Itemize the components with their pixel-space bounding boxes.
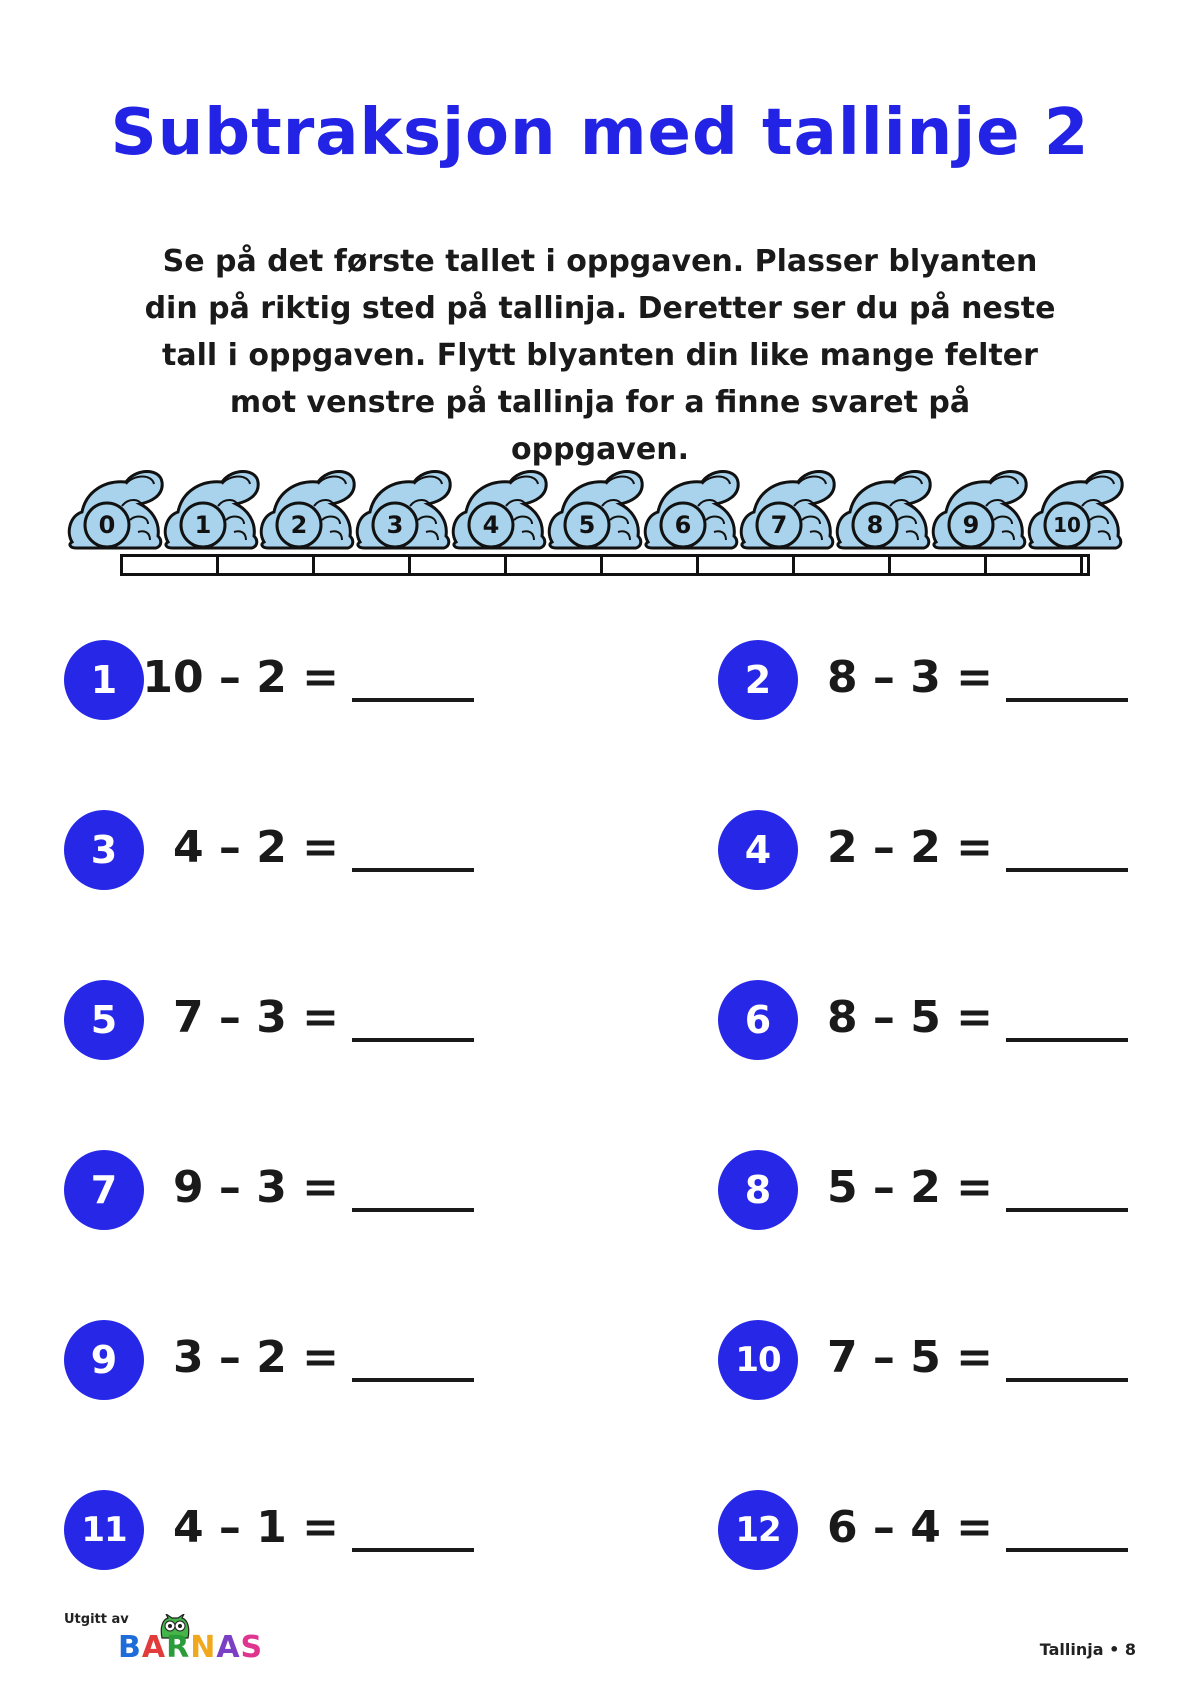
task-item bbox=[718, 980, 1200, 1060]
number-line-label: 5 bbox=[578, 511, 596, 539]
task-equation: 8 – 5 = bbox=[826, 992, 993, 1043]
task-item bbox=[64, 1320, 564, 1400]
number-line-label: 6 bbox=[674, 511, 692, 539]
bunny-icon bbox=[640, 462, 742, 558]
task-item bbox=[718, 810, 1200, 890]
answer-blank[interactable] bbox=[352, 868, 474, 872]
number-line-label: 9 bbox=[962, 511, 980, 539]
task-equation: 4 – 1 = bbox=[172, 1502, 339, 1553]
answer-blank[interactable] bbox=[352, 1378, 474, 1382]
number-line-tick bbox=[696, 554, 699, 576]
task-equation: 7 – 3 = bbox=[172, 992, 339, 1043]
answer-blank[interactable] bbox=[352, 1208, 474, 1212]
task-equation: 9 – 3 = bbox=[172, 1162, 339, 1213]
task-equation: 7 – 5 = bbox=[826, 1332, 993, 1383]
task-number-badge: 1 bbox=[64, 640, 144, 720]
page-footer: Tallinja • 8 bbox=[1039, 1640, 1136, 1659]
answer-blank[interactable] bbox=[1006, 1208, 1128, 1212]
number-line-tick bbox=[792, 554, 795, 576]
bunny-icon bbox=[352, 462, 454, 558]
task-equation: 6 – 4 = bbox=[826, 1502, 993, 1553]
task-number-badge: 4 bbox=[718, 810, 798, 890]
logo-wordmark: BARNAS bbox=[118, 1630, 264, 1665]
task-number-badge: 9 bbox=[64, 1320, 144, 1400]
number-line-label: 3 bbox=[386, 511, 404, 539]
task-number-badge: 10 bbox=[718, 1320, 798, 1400]
number-line-tick bbox=[408, 554, 411, 576]
task-equation: 5 – 2 = bbox=[826, 1162, 993, 1213]
task-item bbox=[64, 980, 564, 1060]
bunny-icon bbox=[544, 462, 646, 558]
number-line-label: 4 bbox=[482, 511, 500, 539]
task-number-badge: 3 bbox=[64, 810, 144, 890]
task-number-badge: 5 bbox=[64, 980, 144, 1060]
answer-blank[interactable] bbox=[1006, 698, 1128, 702]
bunny-icon bbox=[832, 462, 934, 558]
number-line-label: 2 bbox=[290, 511, 308, 539]
number-line-tick bbox=[600, 554, 603, 576]
task-item bbox=[718, 640, 1200, 720]
number-line-tick bbox=[984, 554, 987, 576]
answer-blank[interactable] bbox=[352, 698, 474, 702]
task-equation: 3 – 2 = bbox=[172, 1332, 339, 1383]
answer-blank[interactable] bbox=[1006, 1548, 1128, 1552]
task-item bbox=[718, 1320, 1200, 1400]
task-equation: 10 – 2 = bbox=[142, 652, 339, 703]
task-number-badge: 12 bbox=[718, 1490, 798, 1570]
task-item bbox=[718, 1150, 1200, 1230]
task-number-badge: 7 bbox=[64, 1150, 144, 1230]
number-line-label: 1 bbox=[194, 511, 212, 539]
bunny-icon bbox=[736, 462, 838, 558]
task-item bbox=[64, 810, 564, 890]
task-equation: 4 – 2 = bbox=[172, 822, 339, 873]
task-item bbox=[718, 1490, 1200, 1570]
logo-caption: Utgitt av bbox=[64, 1612, 129, 1627]
task-item bbox=[64, 1150, 564, 1230]
number-line-tick bbox=[312, 554, 315, 576]
bunny-icon bbox=[928, 462, 1030, 558]
number-line-label: 10 bbox=[1053, 513, 1081, 537]
number-line-tick bbox=[888, 554, 891, 576]
task-item bbox=[64, 1490, 564, 1570]
page-title: Subtraksjon med tallinje 2 bbox=[110, 96, 1090, 170]
answer-blank[interactable] bbox=[1006, 868, 1128, 872]
task-equation: 2 – 2 = bbox=[826, 822, 993, 873]
number-line-tick bbox=[504, 554, 507, 576]
number-line-tick bbox=[1080, 554, 1083, 576]
publisher-logo bbox=[62, 1612, 262, 1672]
task-item bbox=[64, 640, 564, 720]
bunny-icon bbox=[64, 462, 166, 558]
task-number-badge: 8 bbox=[718, 1150, 798, 1230]
answer-blank[interactable] bbox=[352, 1548, 474, 1552]
bunny-icon bbox=[1024, 462, 1126, 558]
number-line-label: 7 bbox=[770, 511, 788, 539]
number-line-label: 8 bbox=[866, 511, 884, 539]
answer-blank[interactable] bbox=[352, 1038, 474, 1042]
task-number-badge: 11 bbox=[64, 1490, 144, 1570]
answer-blank[interactable] bbox=[1006, 1378, 1128, 1382]
instructions-text: Se på det første tallet i oppgaven. Plasser blyanten din på riktig sted på tallinja. Deretter ser du på neste tall i oppgaven. Flytt blyanten din like mange felter mot venstre på tallinja for a finne svaret på oppgaven. bbox=[144, 244, 1056, 467]
bunny-icon bbox=[160, 462, 262, 558]
task-number-badge: 6 bbox=[718, 980, 798, 1060]
bunny-icon bbox=[448, 462, 550, 558]
number-line-tick bbox=[216, 554, 219, 576]
task-equation: 8 – 3 = bbox=[826, 652, 993, 703]
number-line-label: 0 bbox=[98, 511, 116, 539]
number-line bbox=[64, 462, 1144, 582]
task-number-badge: 2 bbox=[718, 640, 798, 720]
answer-blank[interactable] bbox=[1006, 1038, 1128, 1042]
bunny-icon bbox=[256, 462, 358, 558]
